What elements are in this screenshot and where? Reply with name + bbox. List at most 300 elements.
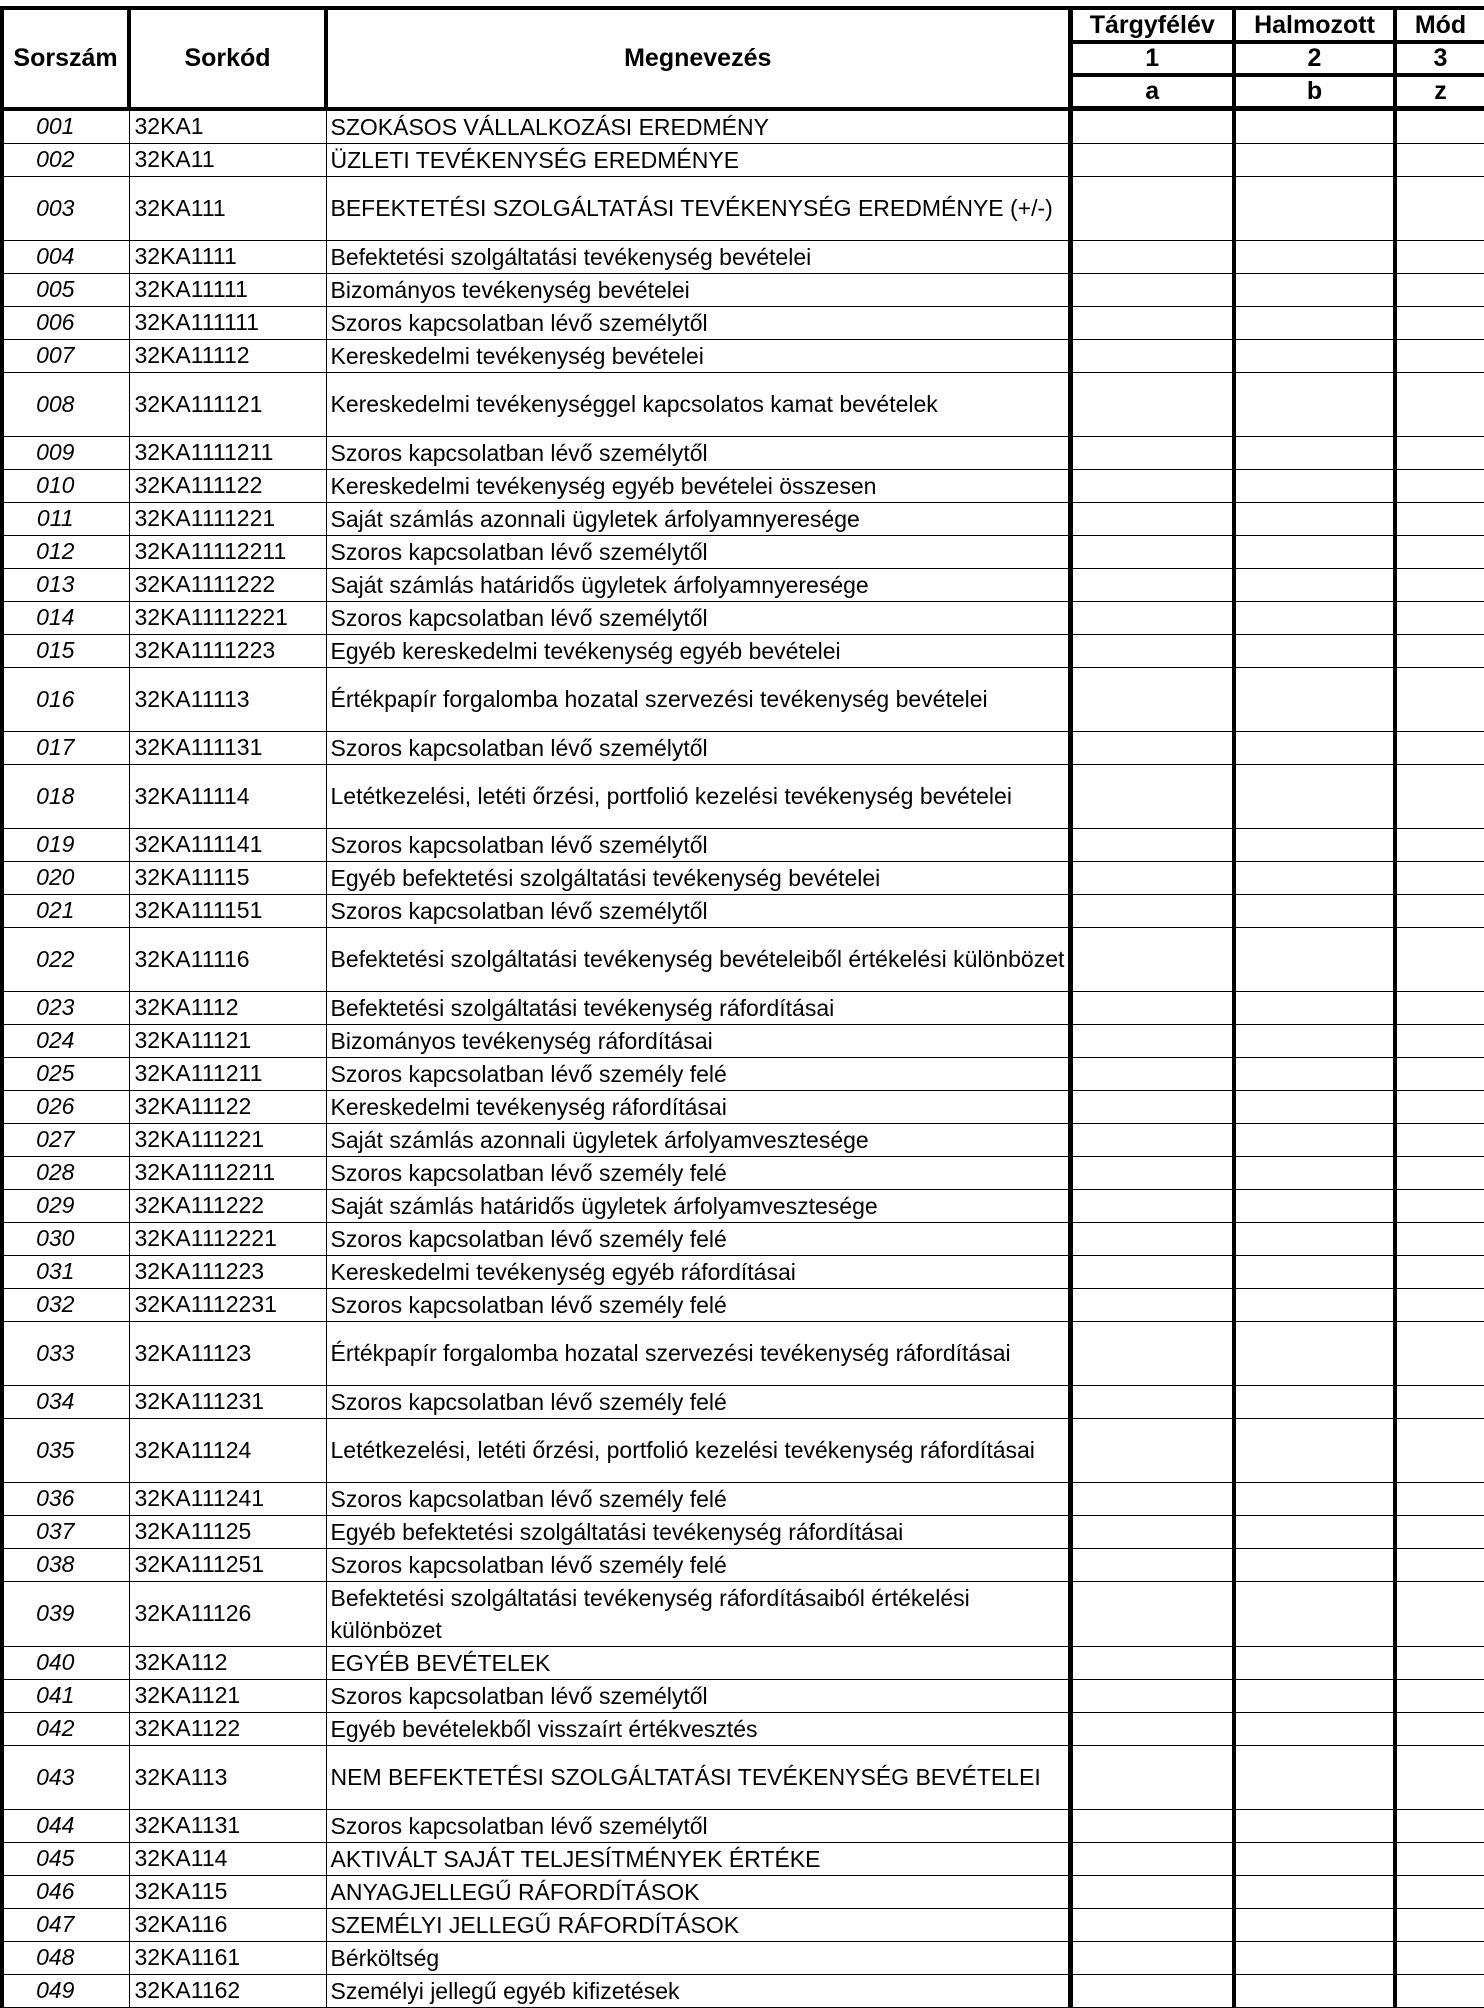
row-number: 045 xyxy=(2,1842,129,1875)
value-cell-halmozott[interactable] xyxy=(1234,109,1395,144)
row-code: 32KA111221 xyxy=(129,1123,326,1156)
table-header xyxy=(2,8,1484,109)
value-cell-targyfelev[interactable] xyxy=(1070,1515,1234,1548)
row-code: 32KA113 xyxy=(129,1745,326,1809)
value-cell-targyfelev[interactable] xyxy=(1070,143,1234,176)
table-row xyxy=(2,861,1484,894)
value-cell-targyfelev[interactable] xyxy=(1070,436,1234,469)
value-cell-targyfelev[interactable] xyxy=(1070,1418,1234,1482)
row-code: 32KA1112 xyxy=(129,991,326,1024)
table-row xyxy=(2,568,1484,601)
row-code: 32KA112 xyxy=(129,1646,326,1679)
row-number: 027 xyxy=(2,1123,129,1156)
row-code: 32KA111122 xyxy=(129,469,326,502)
value-cell-mod[interactable] xyxy=(1395,1321,1484,1385)
value-cell-targyfelev[interactable] xyxy=(1070,894,1234,927)
value-cell-halmozott[interactable] xyxy=(1234,1057,1395,1090)
value-cell-halmozott[interactable] xyxy=(1234,634,1395,667)
row-number: 008 xyxy=(2,372,129,436)
value-cell-halmozott[interactable] xyxy=(1234,1875,1395,1908)
value-cell-mod[interactable] xyxy=(1395,1974,1484,2007)
value-cell-mod[interactable] xyxy=(1395,1385,1484,1418)
value-cell-mod[interactable] xyxy=(1395,1712,1484,1745)
table-row xyxy=(2,143,1484,176)
value-cell-halmozott[interactable] xyxy=(1234,339,1395,372)
value-cell-targyfelev[interactable] xyxy=(1070,667,1234,731)
row-code: 32KA1112211 xyxy=(129,1156,326,1189)
table-row xyxy=(2,240,1484,273)
value-cell-mod[interactable] xyxy=(1395,828,1484,861)
row-name: Bizományos tevékenység ráfordításai xyxy=(326,1024,1070,1057)
value-cell-mod[interactable] xyxy=(1395,1123,1484,1156)
row-name: Szoros kapcsolatban lévő személytől xyxy=(326,828,1070,861)
row-name: Saját számlás azonnali ügyletek árfolyamnyeresége xyxy=(326,502,1070,535)
row-code: 32KA1111222 xyxy=(129,568,326,601)
value-cell-targyfelev[interactable] xyxy=(1070,1875,1234,1908)
row-code: 32KA11 xyxy=(129,143,326,176)
header-num-1: 1 xyxy=(1070,42,1234,75)
row-number: 034 xyxy=(2,1385,129,1418)
table-row xyxy=(2,1418,1484,1482)
value-cell-mod[interactable] xyxy=(1395,991,1484,1024)
row-name: NEM BEFEKTETÉSI SZOLGÁLTATÁSI TEVÉKENYSÉG BEVÉTELEI xyxy=(326,1745,1070,1809)
table-row xyxy=(2,502,1484,535)
value-cell-mod[interactable] xyxy=(1395,1646,1484,1679)
row-number: 026 xyxy=(2,1090,129,1123)
value-cell-halmozott[interactable] xyxy=(1234,176,1395,240)
value-cell-mod[interactable] xyxy=(1395,1548,1484,1581)
row-number: 030 xyxy=(2,1222,129,1255)
row-name: Befektetési szolgáltatási tevékenység ráfordításaiból értékelési különbözet xyxy=(326,1581,1070,1646)
header-targyfelev: Tárgyfélév xyxy=(1070,8,1234,42)
row-name: ÜZLETI TEVÉKENYSÉG EREDMÉNYE xyxy=(326,143,1070,176)
row-code: 32KA111 xyxy=(129,176,326,240)
value-cell-halmozott[interactable] xyxy=(1234,469,1395,502)
value-cell-mod[interactable] xyxy=(1395,1875,1484,1908)
value-cell-halmozott[interactable] xyxy=(1234,568,1395,601)
row-number: 005 xyxy=(2,273,129,306)
value-cell-halmozott[interactable] xyxy=(1234,1418,1395,1482)
value-cell-mod[interactable] xyxy=(1395,1255,1484,1288)
value-cell-mod[interactable] xyxy=(1395,1418,1484,1482)
value-cell-targyfelev[interactable] xyxy=(1070,1548,1234,1581)
value-cell-mod[interactable] xyxy=(1395,240,1484,273)
row-name: Szoros kapcsolatban lévő személytől xyxy=(326,894,1070,927)
value-cell-targyfelev[interactable] xyxy=(1070,861,1234,894)
row-number: 041 xyxy=(2,1679,129,1712)
row-name: Szoros kapcsolatban lévő személytől xyxy=(326,306,1070,339)
row-name: Szoros kapcsolatban lévő személytől xyxy=(326,535,1070,568)
row-number: 038 xyxy=(2,1548,129,1581)
value-cell-targyfelev[interactable] xyxy=(1070,1255,1234,1288)
row-code: 32KA1162 xyxy=(129,1974,326,2007)
value-cell-targyfelev[interactable] xyxy=(1070,502,1234,535)
table-row xyxy=(2,109,1484,144)
row-code: 32KA116 xyxy=(129,1908,326,1941)
value-cell-mod[interactable] xyxy=(1395,764,1484,828)
row-number: 010 xyxy=(2,469,129,502)
value-cell-targyfelev[interactable] xyxy=(1070,306,1234,339)
row-number: 017 xyxy=(2,731,129,764)
value-cell-targyfelev[interactable] xyxy=(1070,1123,1234,1156)
row-name: Szoros kapcsolatban lévő személy felé xyxy=(326,1548,1070,1581)
row-number: 049 xyxy=(2,1974,129,2007)
table-row xyxy=(2,339,1484,372)
row-code: 32KA11116 xyxy=(129,927,326,991)
value-cell-mod[interactable] xyxy=(1395,568,1484,601)
value-cell-mod[interactable] xyxy=(1395,634,1484,667)
value-cell-targyfelev[interactable] xyxy=(1070,1809,1234,1842)
table-row xyxy=(2,1123,1484,1156)
row-name: ANYAGJELLEGŰ RÁFORDÍTÁSOK xyxy=(326,1875,1070,1908)
value-cell-targyfelev[interactable] xyxy=(1070,991,1234,1024)
table-row xyxy=(2,469,1484,502)
value-cell-targyfelev[interactable] xyxy=(1070,273,1234,306)
row-number: 003 xyxy=(2,176,129,240)
value-cell-mod[interactable] xyxy=(1395,861,1484,894)
row-code: 32KA11113 xyxy=(129,667,326,731)
row-name: Befektetési szolgáltatási tevékenység ráfordításai xyxy=(326,991,1070,1024)
table-row xyxy=(2,306,1484,339)
row-number: 015 xyxy=(2,634,129,667)
value-cell-mod[interactable] xyxy=(1395,1581,1484,1646)
value-cell-halmozott[interactable] xyxy=(1234,667,1395,731)
table-row xyxy=(2,1156,1484,1189)
value-cell-halmozott[interactable] xyxy=(1234,1024,1395,1057)
value-cell-mod[interactable] xyxy=(1395,339,1484,372)
row-code: 32KA111222 xyxy=(129,1189,326,1222)
value-cell-targyfelev[interactable] xyxy=(1070,1385,1234,1418)
value-cell-halmozott[interactable] xyxy=(1234,1809,1395,1842)
table-row xyxy=(2,1189,1484,1222)
row-code: 32KA11112 xyxy=(129,339,326,372)
row-number: 021 xyxy=(2,894,129,927)
row-name: Értékpapír forgalomba hozatal szervezési tevékenység bevételei xyxy=(326,667,1070,731)
value-cell-mod[interactable] xyxy=(1395,143,1484,176)
row-name: Letétkezelési, letéti őrzési, portfolió kezelési tevékenység ráfordításai xyxy=(326,1418,1070,1482)
table-row xyxy=(2,1842,1484,1875)
value-cell-mod[interactable] xyxy=(1395,1842,1484,1875)
row-number: 025 xyxy=(2,1057,129,1090)
row-code: 32KA11112221 xyxy=(129,601,326,634)
row-code: 32KA111241 xyxy=(129,1482,326,1515)
row-name: Személyi jellegű egyéb kifizetések xyxy=(326,1974,1070,2007)
table-row xyxy=(2,1255,1484,1288)
value-cell-targyfelev[interactable] xyxy=(1070,1482,1234,1515)
header-sorszam: Sorszám xyxy=(2,8,129,109)
value-cell-halmozott[interactable] xyxy=(1234,894,1395,927)
row-number: 035 xyxy=(2,1418,129,1482)
value-cell-halmozott[interactable] xyxy=(1234,1581,1395,1646)
value-cell-mod[interactable] xyxy=(1395,1908,1484,1941)
value-cell-targyfelev[interactable] xyxy=(1070,731,1234,764)
row-number: 047 xyxy=(2,1908,129,1941)
table-row xyxy=(2,828,1484,861)
row-code: 32KA1111211 xyxy=(129,436,326,469)
row-code: 32KA1161 xyxy=(129,1941,326,1974)
row-name: EGYÉB BEVÉTELEK xyxy=(326,1646,1070,1679)
row-name: SZEMÉLYI JELLEGŰ RÁFORDÍTÁSOK xyxy=(326,1908,1070,1941)
row-number: 007 xyxy=(2,339,129,372)
value-cell-targyfelev[interactable] xyxy=(1070,1679,1234,1712)
value-cell-halmozott[interactable] xyxy=(1234,1646,1395,1679)
row-number: 006 xyxy=(2,306,129,339)
row-code: 32KA111151 xyxy=(129,894,326,927)
row-name: Szoros kapcsolatban lévő személy felé xyxy=(326,1222,1070,1255)
value-cell-mod[interactable] xyxy=(1395,667,1484,731)
value-cell-targyfelev[interactable] xyxy=(1070,1222,1234,1255)
value-cell-mod[interactable] xyxy=(1395,601,1484,634)
row-name: Bérköltség xyxy=(326,1941,1070,1974)
row-number: 042 xyxy=(2,1712,129,1745)
value-cell-targyfelev[interactable] xyxy=(1070,1974,1234,2007)
row-number: 001 xyxy=(2,109,129,144)
value-cell-targyfelev[interactable] xyxy=(1070,339,1234,372)
value-cell-halmozott[interactable] xyxy=(1234,731,1395,764)
value-cell-targyfelev[interactable] xyxy=(1070,1941,1234,1974)
value-cell-halmozott[interactable] xyxy=(1234,1745,1395,1809)
value-cell-targyfelev[interactable] xyxy=(1070,1646,1234,1679)
value-cell-targyfelev[interactable] xyxy=(1070,1156,1234,1189)
value-cell-mod[interactable] xyxy=(1395,927,1484,991)
row-code: 32KA111251 xyxy=(129,1548,326,1581)
row-code: 32KA11124 xyxy=(129,1418,326,1482)
value-cell-halmozott[interactable] xyxy=(1234,535,1395,568)
value-cell-halmozott[interactable] xyxy=(1234,1123,1395,1156)
row-code: 32KA1122 xyxy=(129,1712,326,1745)
row-number: 040 xyxy=(2,1646,129,1679)
table-row xyxy=(2,1057,1484,1090)
header-num-2: 2 xyxy=(1234,42,1395,75)
value-cell-halmozott[interactable] xyxy=(1234,861,1395,894)
table-row xyxy=(2,176,1484,240)
row-name: AKTIVÁLT SAJÁT TELJESÍTMÉNYEK ÉRTÉKE xyxy=(326,1842,1070,1875)
row-number: 039 xyxy=(2,1581,129,1646)
value-cell-targyfelev[interactable] xyxy=(1070,1908,1234,1941)
value-cell-halmozott[interactable] xyxy=(1234,828,1395,861)
row-code: 32KA1131 xyxy=(129,1809,326,1842)
value-cell-mod[interactable] xyxy=(1395,1745,1484,1809)
row-name: Szoros kapcsolatban lévő személy felé xyxy=(326,1385,1070,1418)
value-cell-mod[interactable] xyxy=(1395,1941,1484,1974)
row-number: 048 xyxy=(2,1941,129,1974)
value-cell-halmozott[interactable] xyxy=(1234,1090,1395,1123)
value-cell-halmozott[interactable] xyxy=(1234,1548,1395,1581)
row-number: 002 xyxy=(2,143,129,176)
value-cell-mod[interactable] xyxy=(1395,306,1484,339)
row-number: 029 xyxy=(2,1189,129,1222)
value-cell-mod[interactable] xyxy=(1395,273,1484,306)
value-cell-halmozott[interactable] xyxy=(1234,1941,1395,1974)
value-cell-targyfelev[interactable] xyxy=(1070,828,1234,861)
table-row xyxy=(2,1482,1484,1515)
value-cell-mod[interactable] xyxy=(1395,894,1484,927)
row-number: 013 xyxy=(2,568,129,601)
value-cell-targyfelev[interactable] xyxy=(1070,1712,1234,1745)
row-number: 004 xyxy=(2,240,129,273)
value-cell-mod[interactable] xyxy=(1395,502,1484,535)
value-cell-halmozott[interactable] xyxy=(1234,764,1395,828)
row-name: Szoros kapcsolatban lévő személytől xyxy=(326,601,1070,634)
value-cell-halmozott[interactable] xyxy=(1234,1515,1395,1548)
header-mod: Mód xyxy=(1395,8,1484,42)
table-row xyxy=(2,927,1484,991)
value-cell-halmozott[interactable] xyxy=(1234,1156,1395,1189)
table-row xyxy=(2,1515,1484,1548)
row-code: 32KA1 xyxy=(129,109,326,144)
row-number: 028 xyxy=(2,1156,129,1189)
value-cell-targyfelev[interactable] xyxy=(1070,1189,1234,1222)
table-row xyxy=(2,436,1484,469)
row-name: Szoros kapcsolatban lévő személytől xyxy=(326,1679,1070,1712)
value-cell-mod[interactable] xyxy=(1395,1482,1484,1515)
table-row xyxy=(2,273,1484,306)
value-cell-mod[interactable] xyxy=(1395,372,1484,436)
row-code: 32KA11111 xyxy=(129,273,326,306)
value-cell-targyfelev[interactable] xyxy=(1070,1090,1234,1123)
table-row xyxy=(2,601,1484,634)
row-number: 011 xyxy=(2,502,129,535)
table-row xyxy=(2,1548,1484,1581)
value-cell-targyfelev[interactable] xyxy=(1070,568,1234,601)
value-cell-halmozott[interactable] xyxy=(1234,1385,1395,1418)
value-cell-targyfelev[interactable] xyxy=(1070,535,1234,568)
value-cell-mod[interactable] xyxy=(1395,1515,1484,1548)
table-row xyxy=(2,667,1484,731)
row-name: Kereskedelmi tevékenység egyéb ráfordításai xyxy=(326,1255,1070,1288)
row-code: 32KA1121 xyxy=(129,1679,326,1712)
value-cell-targyfelev[interactable] xyxy=(1070,634,1234,667)
value-cell-mod[interactable] xyxy=(1395,1222,1484,1255)
row-code: 32KA1111 xyxy=(129,240,326,273)
row-name: Saját számlás azonnali ügyletek árfolyamvesztesége xyxy=(326,1123,1070,1156)
table-row xyxy=(2,1941,1484,1974)
value-cell-halmozott[interactable] xyxy=(1234,1255,1395,1288)
value-cell-targyfelev[interactable] xyxy=(1070,176,1234,240)
value-cell-halmozott[interactable] xyxy=(1234,927,1395,991)
value-cell-mod[interactable] xyxy=(1395,1189,1484,1222)
value-cell-mod[interactable] xyxy=(1395,1809,1484,1842)
value-cell-halmozott[interactable] xyxy=(1234,502,1395,535)
value-cell-mod[interactable] xyxy=(1395,176,1484,240)
value-cell-halmozott[interactable] xyxy=(1234,991,1395,1024)
value-cell-halmozott[interactable] xyxy=(1234,240,1395,273)
table-row xyxy=(2,1974,1484,2007)
value-cell-halmozott[interactable] xyxy=(1234,143,1395,176)
value-cell-halmozott[interactable] xyxy=(1234,1222,1395,1255)
row-number: 024 xyxy=(2,1024,129,1057)
row-code: 32KA11115 xyxy=(129,861,326,894)
row-code: 32KA11121 xyxy=(129,1024,326,1057)
value-cell-targyfelev[interactable] xyxy=(1070,240,1234,273)
value-cell-mod[interactable] xyxy=(1395,731,1484,764)
value-cell-halmozott[interactable] xyxy=(1234,306,1395,339)
row-code: 32KA1112231 xyxy=(129,1288,326,1321)
table-row xyxy=(2,1222,1484,1255)
table-row xyxy=(2,1288,1484,1321)
value-cell-mod[interactable] xyxy=(1395,1090,1484,1123)
value-cell-mod[interactable] xyxy=(1395,1288,1484,1321)
value-cell-targyfelev[interactable] xyxy=(1070,1321,1234,1385)
row-code: 32KA111131 xyxy=(129,731,326,764)
value-cell-halmozott[interactable] xyxy=(1234,1321,1395,1385)
row-name: Befektetési szolgáltatási tevékenység bevételeiből értékelési különbözet xyxy=(326,927,1070,991)
value-cell-targyfelev[interactable] xyxy=(1070,1842,1234,1875)
table-row xyxy=(2,731,1484,764)
table-row xyxy=(2,1875,1484,1908)
value-cell-halmozott[interactable] xyxy=(1234,436,1395,469)
value-cell-mod[interactable] xyxy=(1395,109,1484,144)
row-number: 044 xyxy=(2,1809,129,1842)
table-body xyxy=(2,109,1484,2008)
value-cell-halmozott[interactable] xyxy=(1234,1712,1395,1745)
row-code: 32KA111121 xyxy=(129,372,326,436)
row-number: 023 xyxy=(2,991,129,1024)
value-cell-halmozott[interactable] xyxy=(1234,1842,1395,1875)
value-cell-halmozott[interactable] xyxy=(1234,1482,1395,1515)
value-cell-mod[interactable] xyxy=(1395,535,1484,568)
table-row xyxy=(2,1745,1484,1809)
value-cell-halmozott[interactable] xyxy=(1234,1908,1395,1941)
value-cell-mod[interactable] xyxy=(1395,469,1484,502)
value-cell-halmozott[interactable] xyxy=(1234,372,1395,436)
value-cell-mod[interactable] xyxy=(1395,436,1484,469)
row-code: 32KA1111221 xyxy=(129,502,326,535)
value-cell-targyfelev[interactable] xyxy=(1070,764,1234,828)
value-cell-mod[interactable] xyxy=(1395,1679,1484,1712)
value-cell-targyfelev[interactable] xyxy=(1070,601,1234,634)
table-row xyxy=(2,1024,1484,1057)
row-code: 32KA111111 xyxy=(129,306,326,339)
value-cell-halmozott[interactable] xyxy=(1234,273,1395,306)
value-cell-targyfelev[interactable] xyxy=(1070,1745,1234,1809)
value-cell-halmozott[interactable] xyxy=(1234,1974,1395,2007)
value-cell-halmozott[interactable] xyxy=(1234,1288,1395,1321)
row-code: 32KA111223 xyxy=(129,1255,326,1288)
row-code: 32KA11123 xyxy=(129,1321,326,1385)
row-name: Kereskedelmi tevékenység ráfordításai xyxy=(326,1090,1070,1123)
value-cell-targyfelev[interactable] xyxy=(1070,469,1234,502)
value-cell-halmozott[interactable] xyxy=(1234,601,1395,634)
value-cell-targyfelev[interactable] xyxy=(1070,1288,1234,1321)
row-number: 016 xyxy=(2,667,129,731)
value-cell-targyfelev[interactable] xyxy=(1070,1024,1234,1057)
value-cell-targyfelev[interactable] xyxy=(1070,372,1234,436)
row-number: 033 xyxy=(2,1321,129,1385)
value-cell-mod[interactable] xyxy=(1395,1024,1484,1057)
row-code: 32KA1112221 xyxy=(129,1222,326,1255)
row-number: 032 xyxy=(2,1288,129,1321)
row-code: 32KA11125 xyxy=(129,1515,326,1548)
value-cell-halmozott[interactable] xyxy=(1234,1189,1395,1222)
value-cell-targyfelev[interactable] xyxy=(1070,1581,1234,1646)
row-number: 009 xyxy=(2,436,129,469)
header-letter-b: b xyxy=(1234,75,1395,109)
row-number: 036 xyxy=(2,1482,129,1515)
row-name: Szoros kapcsolatban lévő személy felé xyxy=(326,1288,1070,1321)
row-code: 32KA114 xyxy=(129,1842,326,1875)
value-cell-mod[interactable] xyxy=(1395,1057,1484,1090)
row-number: 037 xyxy=(2,1515,129,1548)
value-cell-targyfelev[interactable] xyxy=(1070,927,1234,991)
value-cell-mod[interactable] xyxy=(1395,1156,1484,1189)
row-code: 32KA111211 xyxy=(129,1057,326,1090)
row-number: 019 xyxy=(2,828,129,861)
value-cell-halmozott[interactable] xyxy=(1234,1679,1395,1712)
header-num-3: 3 xyxy=(1395,42,1484,75)
value-cell-targyfelev[interactable] xyxy=(1070,109,1234,144)
value-cell-targyfelev[interactable] xyxy=(1070,1057,1234,1090)
